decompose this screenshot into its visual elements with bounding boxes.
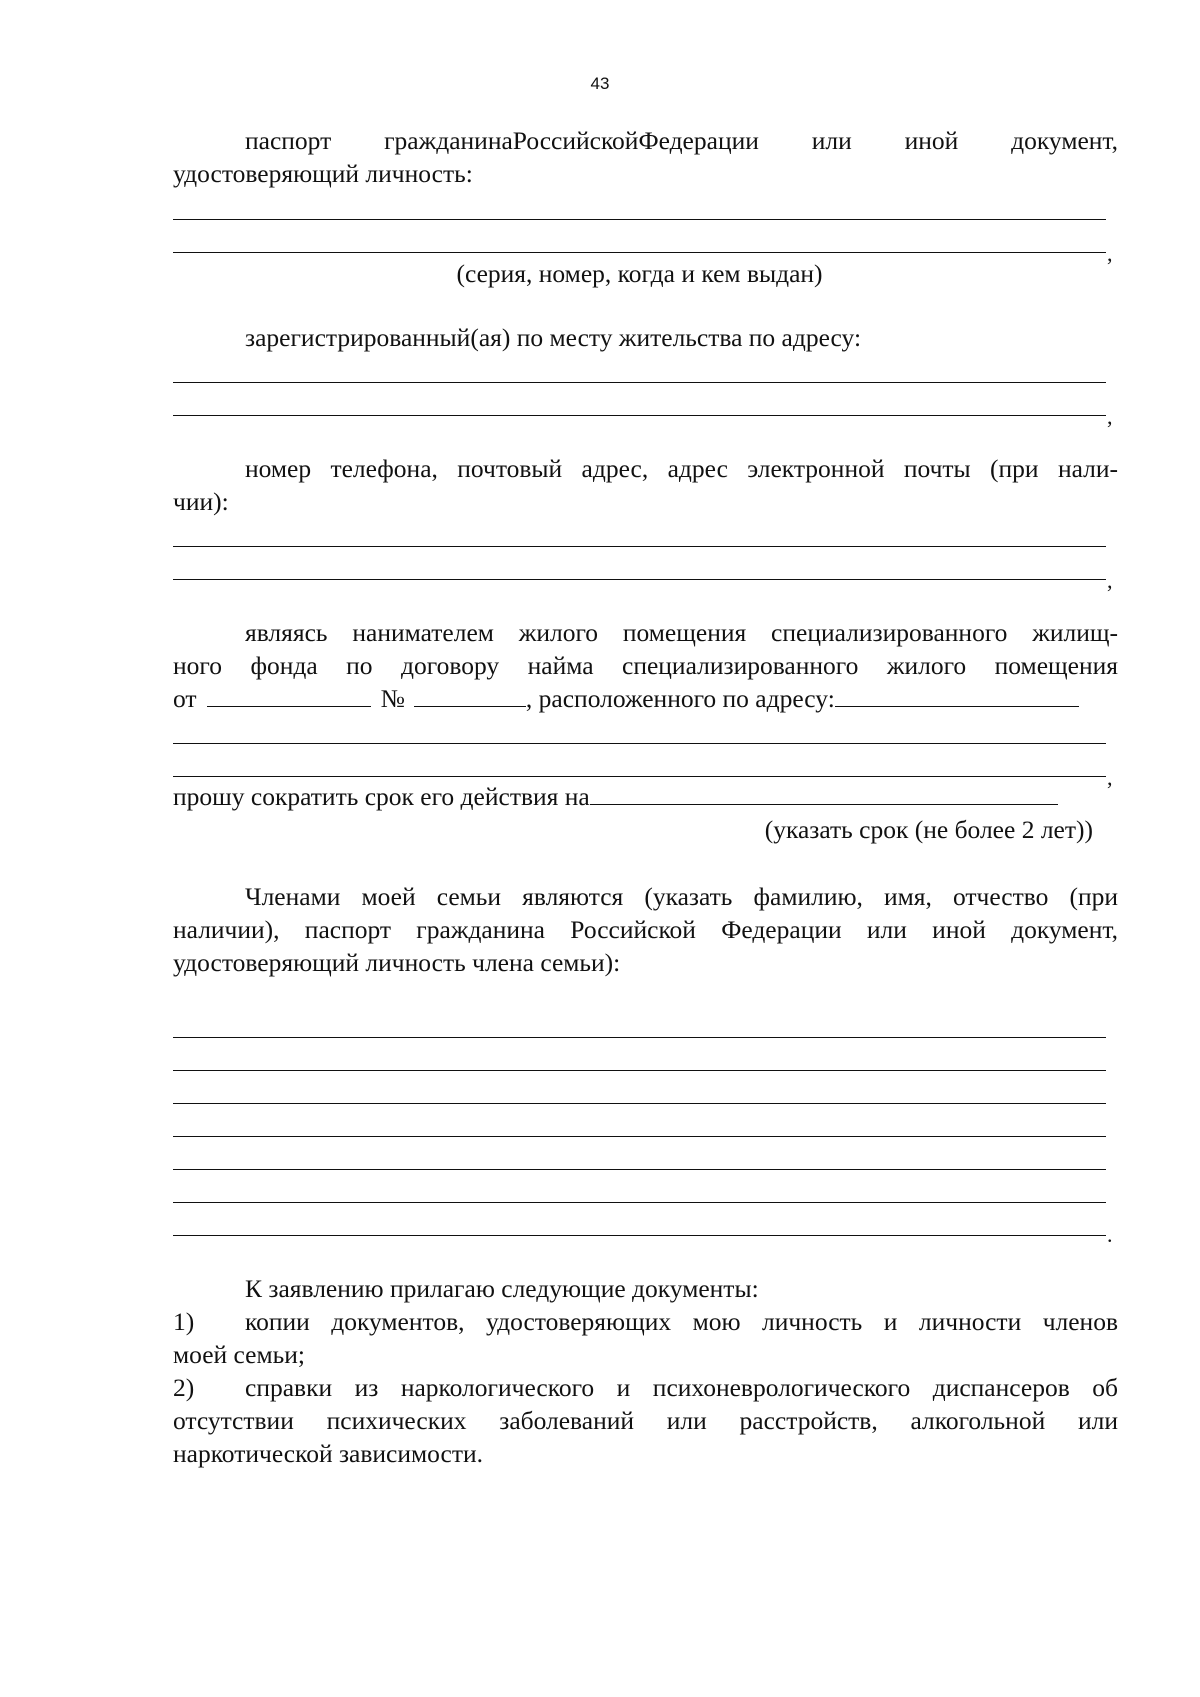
family-field-line[interactable]	[173, 1169, 1106, 1170]
comma: ,	[1107, 404, 1113, 429]
family-field-line[interactable]	[173, 1037, 1106, 1038]
tenant-contract-line	[173, 683, 1118, 716]
family-field-line[interactable]	[173, 1235, 1106, 1236]
address-label: , расположенного по адресу:	[525, 684, 835, 713]
passport-line	[173, 125, 1118, 158]
contract-number-field[interactable]	[414, 684, 526, 707]
from-label: от	[173, 684, 197, 713]
list-number: 1)	[173, 1307, 195, 1336]
registration-label: зарегистрированный(ая) по месту жительства по адресу:	[245, 323, 862, 352]
page-number: 43	[590, 74, 610, 93]
passport-field-line[interactable]	[173, 252, 1106, 253]
family-text: удостоверяющий личность члена семьи):	[173, 948, 621, 977]
passport-word: гражданинаРоссийскойФедерации	[384, 126, 759, 155]
property-address-field[interactable]	[835, 684, 1079, 707]
passport-caption: (серия, номер, когда и кем выдан)	[456, 259, 823, 288]
list-item-cont: моей семьи;	[173, 1340, 305, 1369]
registration-field-line[interactable]	[173, 415, 1106, 416]
contacts-label: номер телефона, почтовый адрес, адрес электронной почты (при нали-	[245, 454, 1118, 483]
list-item-cont: отсутствии психических заболеваний или расстройств, алкогольной или	[173, 1406, 1118, 1435]
comma: ,	[1107, 765, 1113, 790]
contract-date-field[interactable]	[207, 684, 371, 707]
contacts-label-cont: чии):	[173, 487, 229, 516]
request-line	[173, 781, 1118, 814]
comma: ,	[1107, 568, 1113, 593]
passport-word: или	[811, 126, 852, 155]
family-field-line[interactable]	[173, 1103, 1106, 1104]
comma: ,	[1107, 241, 1113, 266]
family-field-line[interactable]	[173, 1136, 1106, 1137]
passport-word: документ,	[1011, 126, 1119, 155]
number-label: №	[380, 684, 405, 713]
family-text: наличии), паспорт гражданина Российской Федерации или иной документ,	[173, 915, 1118, 944]
family-field-line[interactable]	[173, 1070, 1106, 1071]
tenant-text: являясь нанимателем жилого помещения специализированного жилищ-	[245, 618, 1118, 647]
request-label: прошу сократить срок его действия на	[173, 782, 590, 811]
list-number: 2)	[173, 1373, 195, 1402]
list-item: справки из наркологического и психоневрологического диспансеров об	[245, 1373, 1118, 1402]
list-item-cont: наркотической зависимости.	[173, 1439, 484, 1468]
property-address-field-line[interactable]	[173, 743, 1106, 744]
request-caption: (указать срок (не более 2 лет))	[764, 815, 1093, 844]
passport-word: паспорт	[245, 126, 332, 155]
property-address-field-line[interactable]	[173, 776, 1106, 777]
term-field[interactable]	[590, 782, 1058, 805]
registration-field-line[interactable]	[173, 382, 1106, 383]
period: .	[1107, 1222, 1113, 1247]
passport-word: иной	[904, 126, 959, 155]
tenant-text: ного фонда по договору найма специализированного жилого помещения	[173, 651, 1118, 680]
passport-field-line[interactable]	[173, 219, 1106, 220]
contacts-field-line[interactable]	[173, 546, 1106, 547]
contacts-field-line[interactable]	[173, 579, 1106, 580]
family-field-line[interactable]	[173, 1202, 1106, 1203]
passport-label: удостоверяющий личность:	[173, 159, 473, 188]
attachments-intro: К заявлению прилагаю следующие документы:	[245, 1274, 759, 1303]
list-item: копии документов, удостоверяющих мою личность и личности членов	[245, 1307, 1118, 1336]
family-text: Членами моей семьи являются (указать фамилию, имя, отчество (при	[245, 882, 1118, 911]
